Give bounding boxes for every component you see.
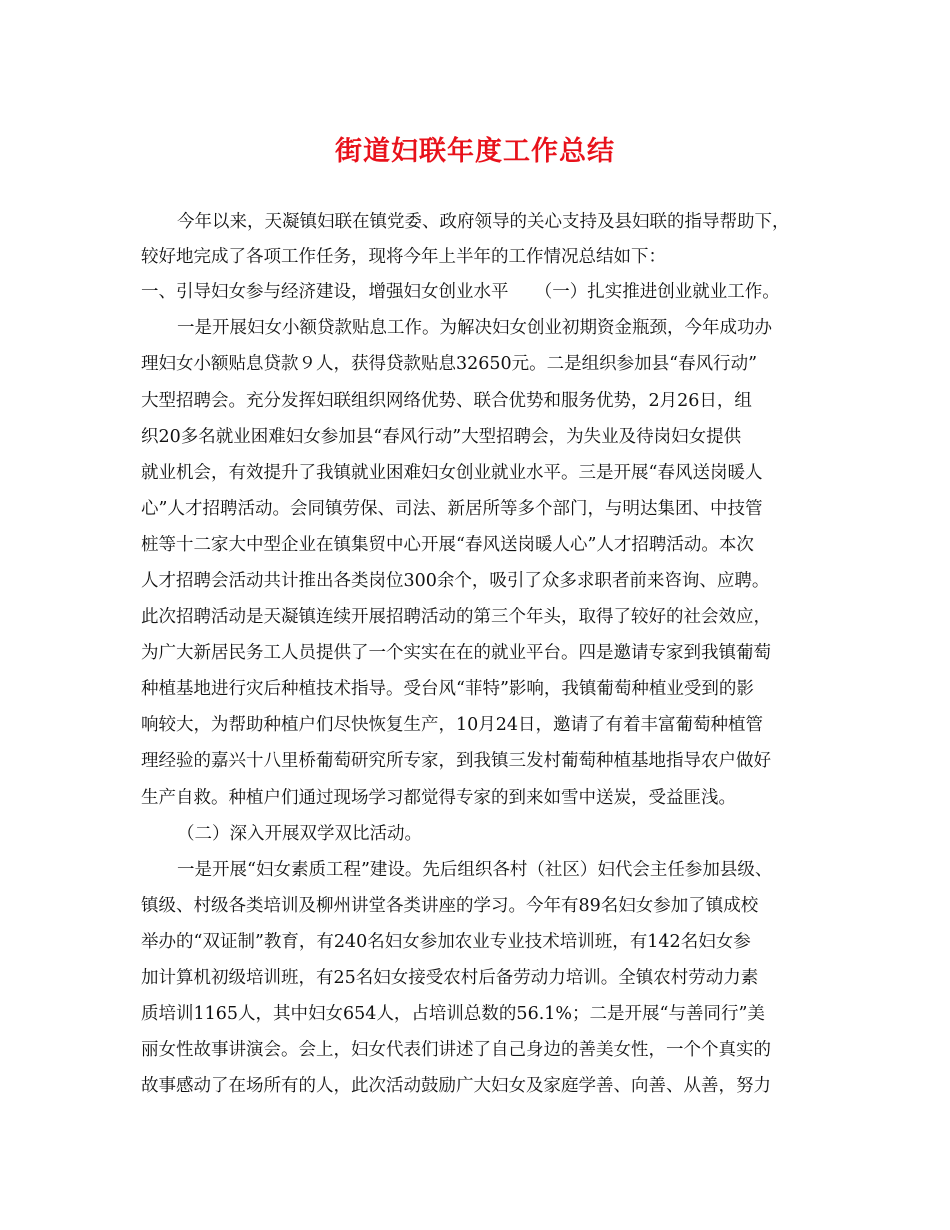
- paragraph-line: 种植基地进行灾后种植技术指导。受台风“菲特”影响，我镇葡萄种植业受到的影: [141, 679, 754, 699]
- paragraph-line: 此次招聘活动是天凝镇连续开展招聘活动的第三个年头，取得了较好的社会效应，: [141, 607, 771, 627]
- paragraph-line: 一是开展妇女小额贷款贴息工作。为解决妇女创业初期资金瓶颈，今年成功办: [177, 318, 772, 338]
- document-title: 街道妇联年度工作总结: [335, 136, 615, 167]
- paragraph-line: 理妇女小额贴息贷款９人，获得贷款贴息32650元。二是组织参加县“春风行动”: [141, 354, 758, 374]
- paragraph-line: 质培训1165人，其中妇女654人，占培训总数的56.1%；二是开展“与善同行”美: [141, 1004, 765, 1024]
- paragraph-line: 举办的“双证制”教育，有240名妇女参加农业专业技术培训班，有142名妇女参: [141, 932, 751, 952]
- paragraph-line: 一是开展“妇女素质工程”建设。先后组织各村（社区）妇代会主任参加县级、: [177, 860, 773, 880]
- subsection-heading: （二）深入开展双学双比活动。: [177, 824, 422, 844]
- paragraph-line: 较好地完成了各项工作任务，现将今年上半年的工作情况总结如下：: [141, 247, 666, 267]
- paragraph-line: 人才招聘会活动共计推出各类岗位300余个，吸引了众多求职者前来咨询、应聘。: [141, 571, 770, 591]
- paragraph-line: 为广大新居民务工人员提供了一个实实在在的就业平台。四是邀请专家到我镇葡萄: [141, 643, 771, 663]
- paragraph-line: 就业机会，有效提升了我镇就业困难妇女创业就业水平。三是开展“春风送岗暖人: [141, 463, 763, 483]
- paragraph-line: 大型招聘会。充分发挥妇联组织网络优势、联合优势和服务优势，2月26日，组: [141, 391, 752, 411]
- paragraph-line: 桩等十二家大中型企业在镇集贸中心开展“春风送岗暖人心”人才招聘活动。本次: [141, 535, 754, 555]
- paragraph-line: 理经验的嘉兴十八里桥葡萄研究所专家，到我镇三发村葡萄种植基地指导农户做好: [141, 751, 771, 771]
- paragraph-line: 加计算机初级培训班，有25名妇女接受农村后备劳动力培训。全镇农村劳动力素: [141, 968, 759, 988]
- paragraph-line: 生产自救。种植户们通过现场学习都觉得专家的到来如雪中送炭，受益匪浅。: [141, 788, 736, 808]
- paragraph-line: 镇级、村级各类培训及柳州讲堂各类讲座的学习。今年有89名妇女参加了镇成校: [141, 896, 759, 916]
- section-heading: 一、引导妇女参与经济建设，增强妇女创业水平 （一）扎实推进创业就业工作。: [141, 282, 780, 302]
- paragraph-line: 织20多名就业困难妇女参加县“春风行动”大型招聘会，为失业及待岗妇女提供: [141, 427, 742, 447]
- paragraph-line: 响较大，为帮助种植户们尽快恢复生产，10月24日，邀请了有着丰富葡萄种植管: [141, 715, 764, 735]
- paragraph-line: 故事感动了在场所有的人，此次活动鼓励广大妇女及家庭学善、向善、从善，努力: [141, 1076, 771, 1096]
- paragraph-line: 心”人才招聘活动。会同镇劳保、司法、新居所等多个部门，与明达集团、中技管: [141, 499, 763, 519]
- paragraph-line: 今年以来，天凝镇妇联在镇党委、政府领导的关心支持及县妇联的指导帮助下，: [177, 212, 790, 232]
- paragraph-line: 丽女性故事讲演会。会上，妇女代表们讲述了自己身边的善美女性，一个个真实的: [141, 1040, 771, 1060]
